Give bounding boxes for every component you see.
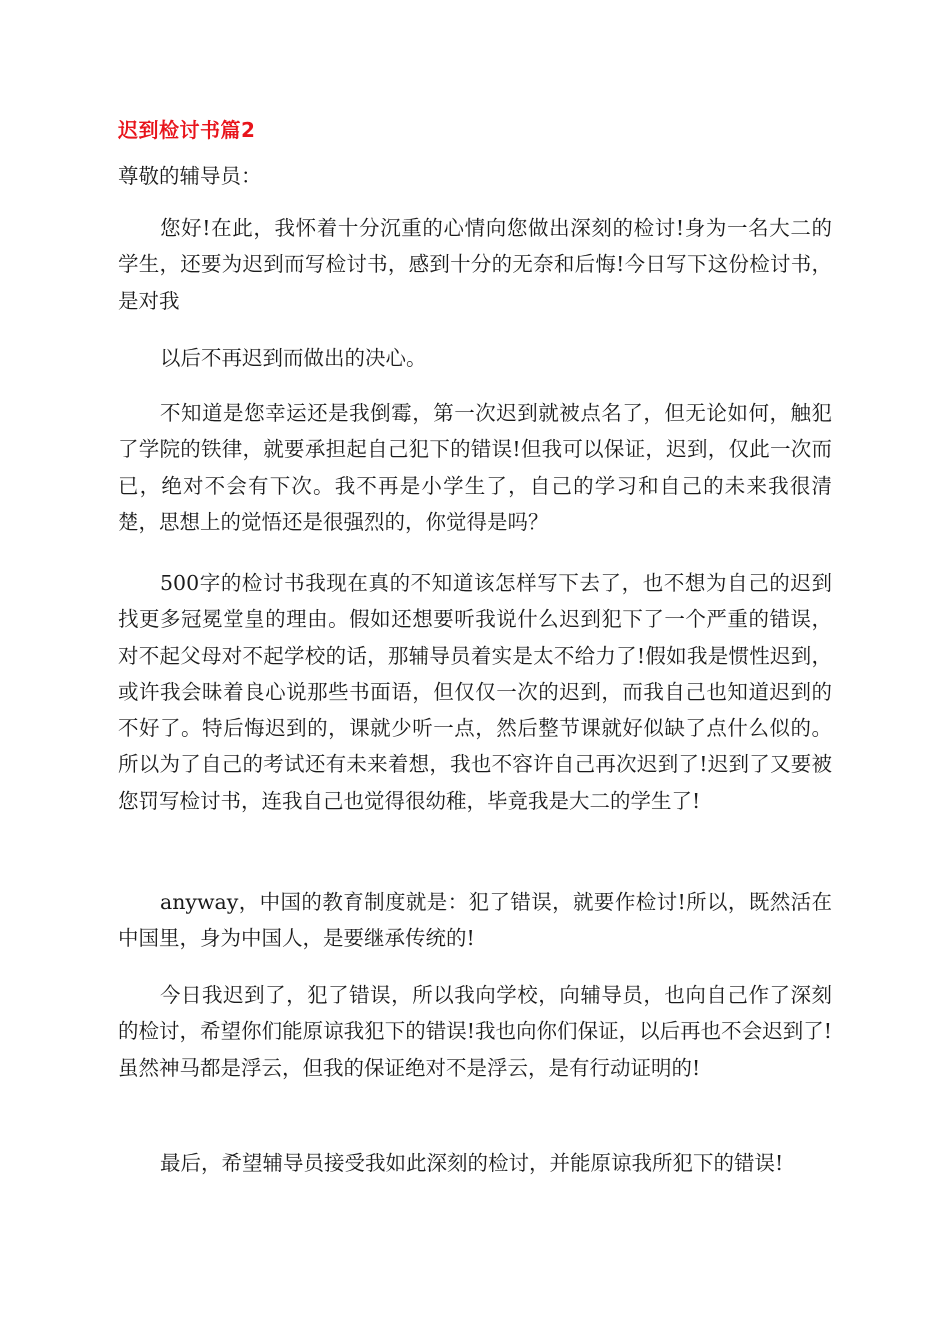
paragraph-1: 您好!在此，我怀着十分沉重的心情向您做出深刻的检讨!身为一名大二的学生，还要为迟到而写检讨书，感到十分的无奈和后悔!今日写下这份检讨书，是对我	[118, 216, 832, 313]
paragraph-2: 以后不再迟到而做出的决心。	[160, 346, 427, 370]
salutation: 尊敬的辅导员：	[118, 164, 262, 188]
paragraph-5: anyway，中国的教育制度就是：犯了错误，就要作检讨!所以，既然活在中国里，身为中国人，是要继承传统的!	[118, 890, 832, 951]
paragraph-4: 500字的检讨书我现在真的不知道该怎样写下去了，也不想为自己的迟到找更多冠冕堂皇的理由。假如还想要听我说什么迟到犯下了一个严重的错误，对不起父母对不起学校的话，那辅导员着实是太不给力了!假如我是惯性迟到，或许我会昧着良心说那些书面语，但仅仅一次的迟到，而我自己也知道迟到的不好了。特后悔迟到的，课就少听一点，然后整节课就好似缺了点什么似的。所以为了自己的考试还有未来着想，我也不容许自己再次迟到了!迟到了又要被您罚写检讨书，连我自己也觉得很幼稚，毕竟我是大二的学生了!	[118, 571, 832, 813]
paragraph-6: 今日我迟到了，犯了错误，所以我向学校，向辅导员，也向自己作了深刻的检讨，希望你们能原谅我犯下的错误!我也向你们保证，以后再也不会迟到了!虽然神马都是浮云，但我的保证绝对不是浮云，是有行动证明的!	[118, 983, 832, 1080]
paragraph-7: 最后，希望辅导员接受我如此深刻的检讨，并能原谅我所犯下的错误!	[160, 1151, 784, 1175]
document-title: 迟到检讨书篇2	[118, 118, 256, 142]
paragraph-3: 不知道是您幸运还是我倒霉，第一次迟到就被点名了，但无论如何，触犯了学院的铁律，就要承担起自己犯下的错误!但我可以保证，迟到，仅此一次而已，绝对不会有下次。我不再是小学生了，自己的学习和自己的未来我很清楚，思想上的觉悟还是很强烈的，你觉得是吗？	[118, 401, 832, 534]
